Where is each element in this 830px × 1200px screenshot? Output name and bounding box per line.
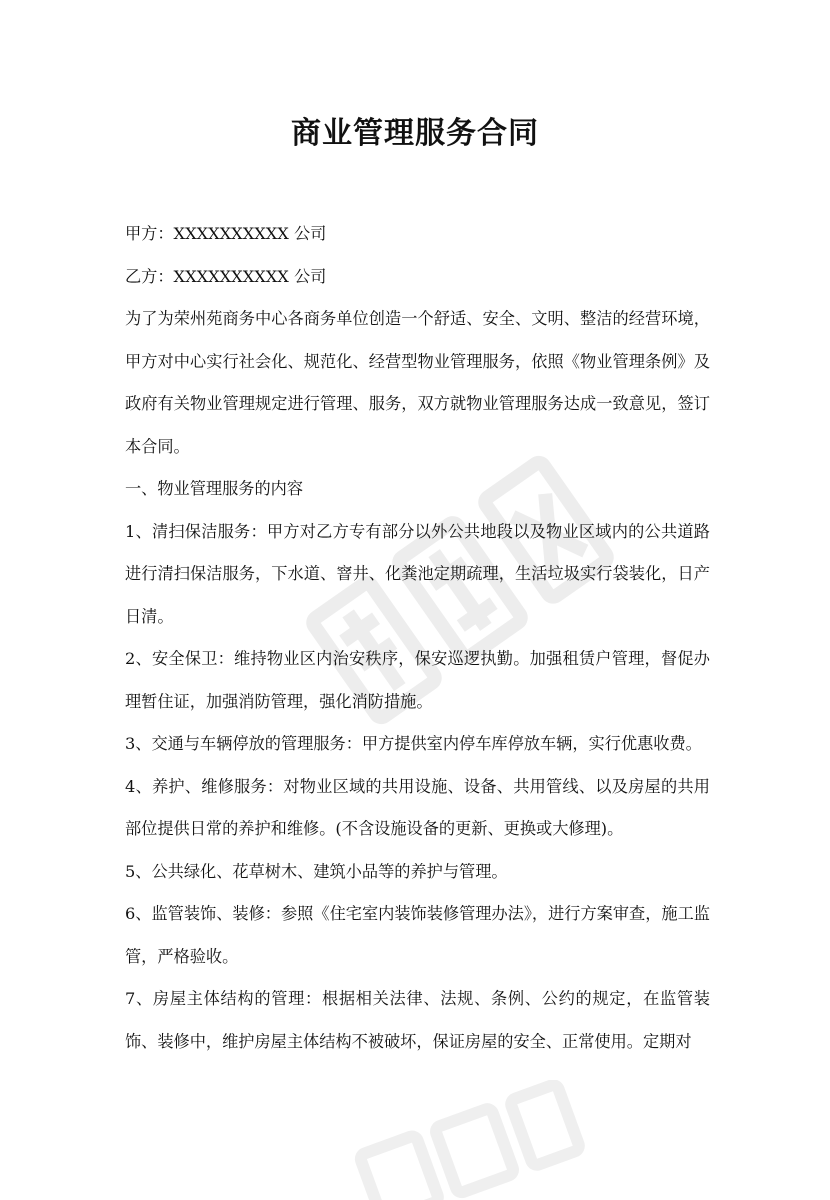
watermark-bottom-icon bbox=[330, 1080, 590, 1200]
service-item-1: 1、清扫保洁服务：甲方对乙方专有部分以外公共地段以及物业区域内的公共道路进行清扫保洁服务，下水道、窨井、化粪池定期疏理，生活垃圾实行袋装化，日产日清。 bbox=[125, 521, 710, 626]
party-b-line: 乙方：XXXXXXXXXX 公司 bbox=[125, 266, 327, 286]
service-item-5: 5、公共绿化、花草树木、建筑小品等的养护与管理。 bbox=[125, 861, 508, 881]
service-item-4: 4、养护、维修服务：对物业区域的共用设施、设备、共用管线、以及房屋的共用部位提供日常的养护和维修。(不含设施设备的更新、更换或大修理)。 bbox=[125, 776, 710, 838]
party-a-line: 甲方：XXXXXXXXXX 公司 bbox=[125, 224, 327, 243]
document-body bbox=[125, 213, 710, 1063]
preamble-paragraph: 为了为荣州苑商务中心各商务单位创造一个舒适、安全、文明、整洁的经营环境，甲方对中心实行社会化、规范化、经营型物业管理服务，依照《物业管理条例》及政府有关物业管理规定进行管理、服务，双方就物业管理服务达成一致意见，签订本合同。 bbox=[125, 309, 710, 456]
section-heading: 一、物业管理服务的内容 bbox=[125, 479, 304, 498]
service-item-6: 6、监管装饰、装修：参照《住宅室内装饰装修管理办法》，进行方案审查，施工监管，严格验收。 bbox=[125, 904, 710, 966]
service-item-7: 7、房屋主体结构的管理：根据相关法律、法规、条例、公约的规定，在监管装饰、装修中，维护房屋主体结构不被破坏，保证房屋的安全、正常使用。定期对 bbox=[125, 989, 710, 1051]
service-item-3: 3、交通与车辆停放的管理服务：甲方提供室内停车库停放车辆，实行优惠收费。 bbox=[125, 734, 702, 753]
document-title: 商业管理服务合同 bbox=[291, 116, 539, 151]
service-item-2: 2、安全保卫：维持物业区内治安秩序，保安巡逻执勤。加强租赁户管理，督促办理暂住证，加强消防管理，强化消防措施。 bbox=[125, 649, 710, 711]
